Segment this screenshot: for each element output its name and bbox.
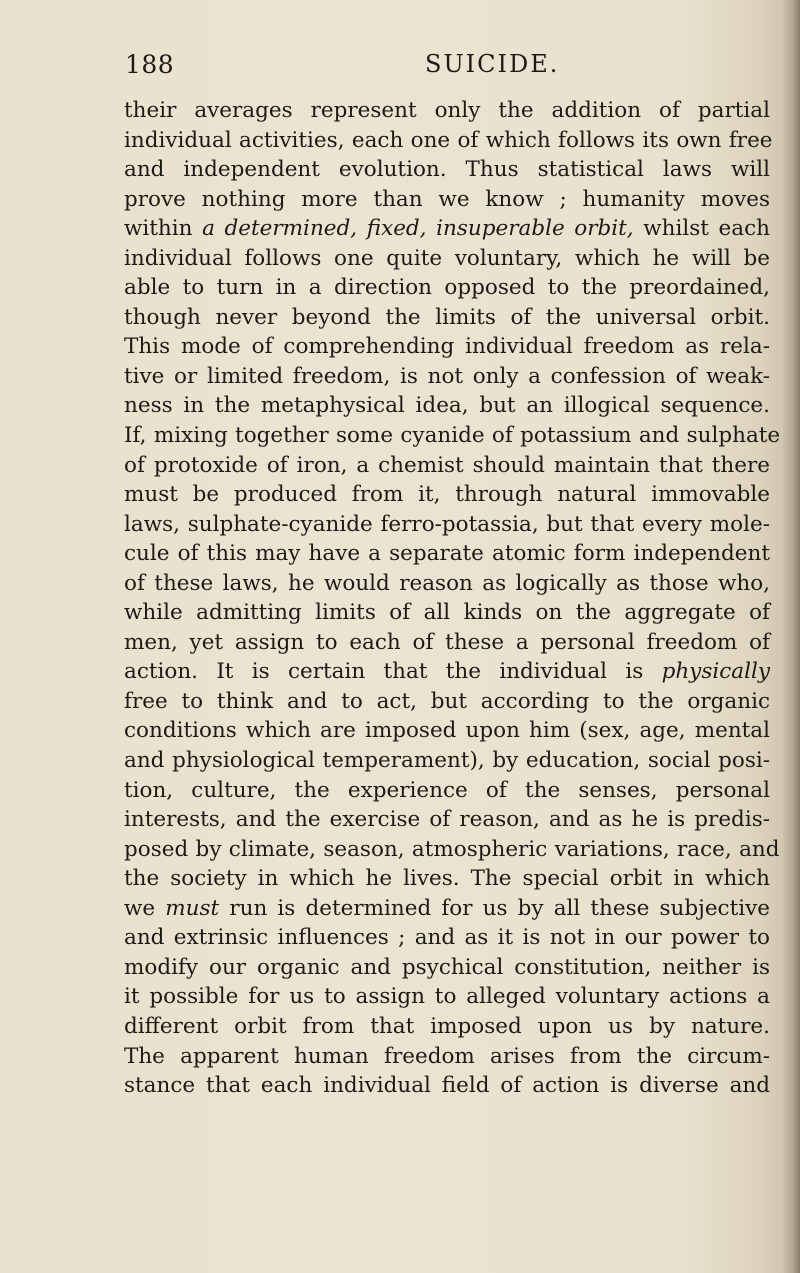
text-line: must be produced from it, through natural immovable: [124, 482, 770, 508]
text-line: stance that each individual field of action is diverse and: [124, 1073, 770, 1099]
text-line: of these laws, he would reason as logically as those who,: [124, 570, 770, 596]
text-segment: we: [124, 895, 166, 921]
text-line: individual follows one quite voluntary, which he will be: [124, 245, 770, 271]
text-line: ness in the metaphysical idea, but an illogical sequence.: [124, 393, 770, 419]
text-line: The apparent human freedom arises from the circum-: [124, 1043, 770, 1069]
text-line: though never beyond the limits of the universal orbit.: [124, 304, 770, 330]
text-line: [124, 214, 770, 244]
page-edge-shadow: [782, 0, 800, 1273]
text-segment: action. It is certain that the individual is: [124, 659, 662, 685]
running-head: SUICIDE.: [425, 50, 560, 78]
text-line: the society in which he lives. The special orbit in which: [124, 866, 770, 892]
text-line: while admitting limits of all kinds on the aggregate of: [124, 600, 770, 626]
text-line: posed by climate, season, atmospheric variations, race, and: [124, 836, 780, 862]
text-line: tion, culture, the experience of the senses, personal: [124, 777, 770, 803]
text-line: their averages represent only the addition of partial: [124, 98, 770, 123]
italic-text-segment: must: [165, 895, 220, 921]
text-line: able to turn in a direction opposed to the preordained,: [124, 275, 770, 301]
text-line: conditions which are imposed upon him (sex, age, mental: [124, 718, 770, 744]
text-line: individual activities, each one of which follows its own free: [124, 127, 773, 153]
text-line: it possible for us to assign to alleged voluntary actions a: [124, 984, 770, 1010]
text-line: and independent evolution. Thus statistical laws will: [124, 157, 770, 183]
text-line: laws, sulphate-cyanide ferro-potassia, but that every mole-: [124, 511, 770, 537]
page-number: 188: [125, 50, 175, 79]
text-line: This mode of comprehending individual freedom as rela-: [124, 334, 770, 360]
text-line: [124, 894, 770, 924]
text-line: of protoxide of iron, a chemist should maintain that there: [124, 452, 770, 478]
text-segment: within: [124, 216, 203, 242]
text-line: and extrinsic influences ; and as it is not in our power to: [124, 925, 770, 951]
text-line: and physiological temperament), by education, social posi-: [124, 748, 770, 774]
text-line: cule of this may have a separate atomic form independent: [124, 541, 770, 567]
text-line: modify our organic and psychical constitution, neither is: [124, 954, 770, 980]
italic-text-segment: physically: [661, 659, 770, 685]
text-line: prove nothing more than we know ; humanity moves: [124, 186, 770, 212]
body-text: [124, 96, 781, 1101]
page-header: [125, 50, 770, 90]
text-line: men, yet assign to each of these a personal freedom of: [124, 629, 770, 655]
text-line: [124, 657, 770, 687]
italic-text-segment: a determined, fixed, insuperable orbit,: [202, 216, 634, 242]
text-line: free to think and to act, but according to the organic: [124, 688, 770, 714]
text-segment: whilst each: [633, 216, 770, 242]
text-segment: run is determined for us by all these subjective: [219, 895, 770, 921]
text-line: If, mixing together some cyanide of potassium and sulphate: [124, 423, 781, 449]
text-line: different orbit from that imposed upon us by nature.: [124, 1013, 770, 1039]
text-line: interests, and the exercise of reason, and as he is predis-: [124, 807, 770, 833]
text-line: tive or limited freedom, is not only a confession of weak-: [124, 363, 770, 389]
